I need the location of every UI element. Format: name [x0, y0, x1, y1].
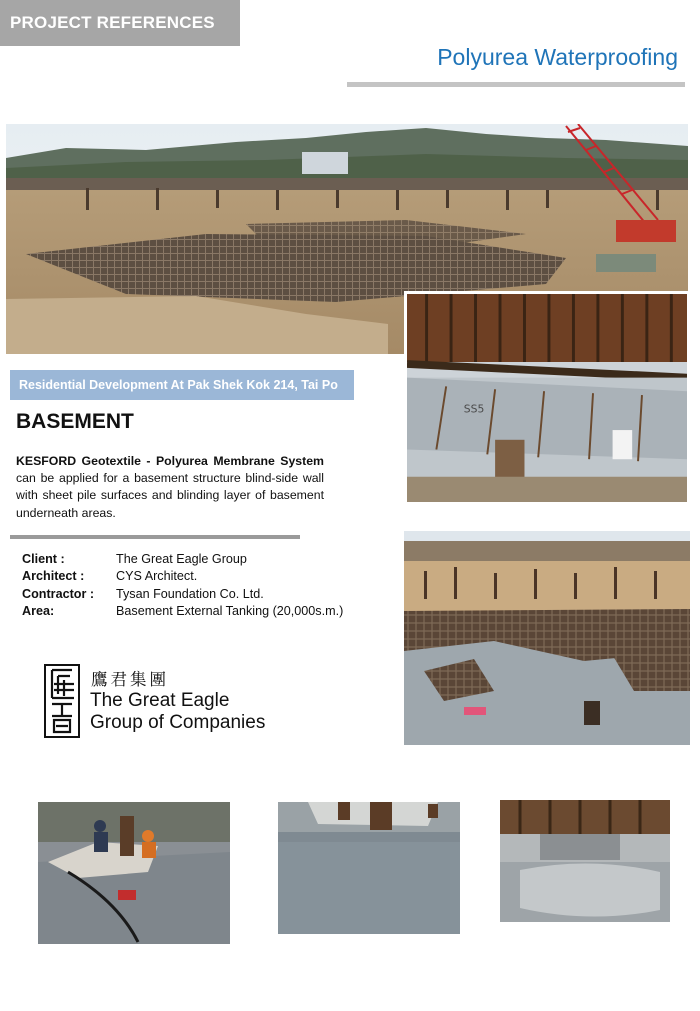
great-eagle-logo [44, 664, 274, 740]
detail-row-architect [22, 568, 343, 585]
title-divider [347, 82, 685, 87]
section-heading: BASEMENT [16, 410, 134, 433]
detail-row-area [22, 603, 343, 620]
section-tab: PROJECT REFERENCES [0, 0, 240, 46]
eagle-seal-icon [44, 664, 80, 738]
detail-value: CYS Architect. [116, 569, 198, 584]
detail-value: The Great Eagle Group [116, 552, 247, 566]
basement-slab-photo [404, 531, 690, 745]
description-bold: KESFORD Geotextile - Polyurea Membrane System [16, 454, 324, 468]
logo-text-line2: Group of Companies [90, 712, 266, 733]
section-divider [10, 535, 300, 539]
wall-membrane-photo [404, 291, 690, 505]
logo-text-line1: The Great Eagle [90, 690, 230, 711]
description-text: can be applied for a basement structure blind-side wall with sheet pile surfaces and blinding layer of basement underneath areas. [16, 471, 324, 520]
project-details [22, 551, 343, 620]
detail-key: Client : [22, 552, 65, 566]
coated-slab-photo [278, 802, 460, 934]
project-description [16, 453, 324, 522]
detail-key: Contractor : [22, 586, 95, 601]
svg-text:SS5: SS5 [463, 402, 485, 416]
detail-value: Tysan Foundation Co. Ltd. [116, 586, 264, 601]
detail-row-client [22, 551, 343, 568]
pile-cap-coating-photo [500, 800, 670, 922]
detail-key: Area: [22, 603, 55, 618]
workers-applying-membrane-photo [38, 802, 230, 944]
detail-row-contractor [22, 586, 343, 603]
page-title: Polyurea Waterproofing [437, 44, 678, 70]
detail-value: Basement External Tanking (20,000s.m.) [116, 603, 344, 618]
project-banner: Residential Development At Pak Shek Kok 214, Tai Po [10, 370, 354, 400]
logo-chinese-text: 鷹君集團 [91, 670, 169, 689]
detail-key: Architect : [22, 569, 85, 584]
